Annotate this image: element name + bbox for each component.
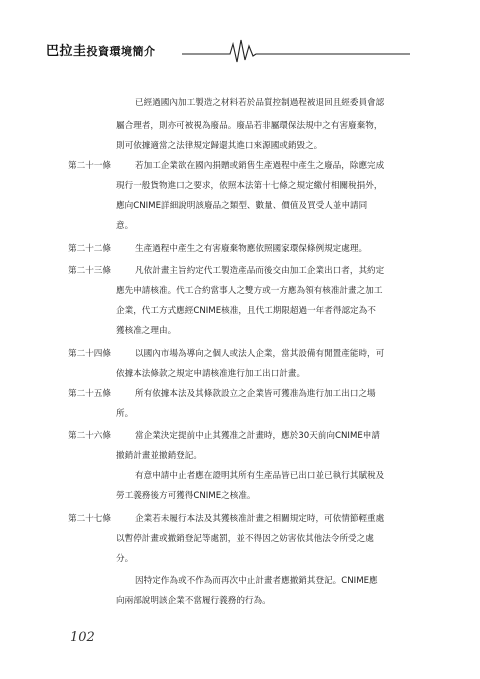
text-line: 分。 (116, 554, 134, 564)
text-line: 當企業決定提前中止其獲准之計畫時，應於30天前向CNIME申請 (135, 431, 380, 441)
article-number: 第二十二條 (68, 244, 111, 254)
text-line: 撤銷計畫並撤銷登記。 (116, 451, 202, 461)
text-line: 應向CNIME詳細說明該廢品之類型、數量、價值及買受人並申請同 (116, 201, 368, 211)
text-line: 向兩部說明該企業不當履行義務的行為。 (116, 596, 271, 606)
article-number: 第二十六條 (68, 431, 111, 441)
article-number: 第二十一條 (68, 161, 111, 171)
text-line: 凡依計畫主旨約定代工製造產品而後交由加工企業出口者，其約定 (135, 266, 385, 276)
text-line: 現行一般貨物進口之要求，依照本法第十七條之規定繳付相關稅捐外， (116, 181, 383, 191)
text-line: 有意申請中止者應在證明其所有生產品皆已出口並已執行其賦稅及 (135, 471, 385, 481)
page-header (0, 0, 480, 70)
text-line: 應先申請核准。代工合約當事人之雙方或一方應為領有核准計畫之加工 (116, 286, 383, 296)
article-number: 第二十七條 (68, 514, 111, 524)
text-line: 屬合理者，則亦可被視為廢品。廢品若非屬環保法規中之有害廢棄物， (116, 121, 383, 131)
text-line: 所。 (116, 409, 134, 419)
header-title-main: 巴拉圭 (46, 44, 87, 59)
text-line: 企業若未履行本法及其獲核准計畫之相關規定時，可依情節輕重處 (135, 514, 385, 524)
text-line: 生產過程中產生之有害廢棄物應依照國家環保條例規定處理。 (135, 244, 368, 254)
text-line: 依據本法條款之規定申請核准進行加工出口計畫。 (116, 369, 306, 379)
text-line: 若加工企業欲在國內捐贈或銷售生產過程中產生之廢品，除應完成 (135, 161, 385, 171)
text-line: 所有依據本法及其條款設立之企業皆可獲准為進行加工出口之場 (135, 389, 376, 399)
text-line: 以暫停計畫或撤銷登記等處罰，並不得因之妨害依其他法令所受之處 (116, 534, 374, 544)
text-line: 以國內市場為導向之個人或法人企業，當其設備有閒置產能時，可 (135, 349, 385, 359)
text-line: 企業，代工方式應經CNIME核准，且代工期限超過一年者得認定為不 (116, 306, 376, 316)
article-number: 第二十三條 (68, 266, 111, 276)
article-number: 第二十四條 (68, 349, 111, 359)
text-line: 已經過國內加工製造之材料若於品質控制過程被退回且經委員會認 (135, 98, 385, 108)
text-line: 因特定作為或不作為而再次中止計畫者應撤銷其登記。CNIME應 (135, 576, 378, 586)
text-line: 意。 (116, 221, 134, 231)
text-line: 獲核准之理由。 (116, 326, 177, 336)
header-title-sub: 投資環境簡介 (86, 45, 156, 58)
text-line: 則可依據適當之法律規定歸還其進口來源國或銷毀之。 (116, 141, 323, 151)
page-number: 102 (70, 630, 95, 645)
article-number: 第二十五條 (68, 389, 111, 399)
header-title (46, 40, 156, 59)
heartbeat-line-icon (0, 0, 480, 70)
text-line: 勞工義務後方可獲得CNIME之核准。 (116, 491, 256, 501)
